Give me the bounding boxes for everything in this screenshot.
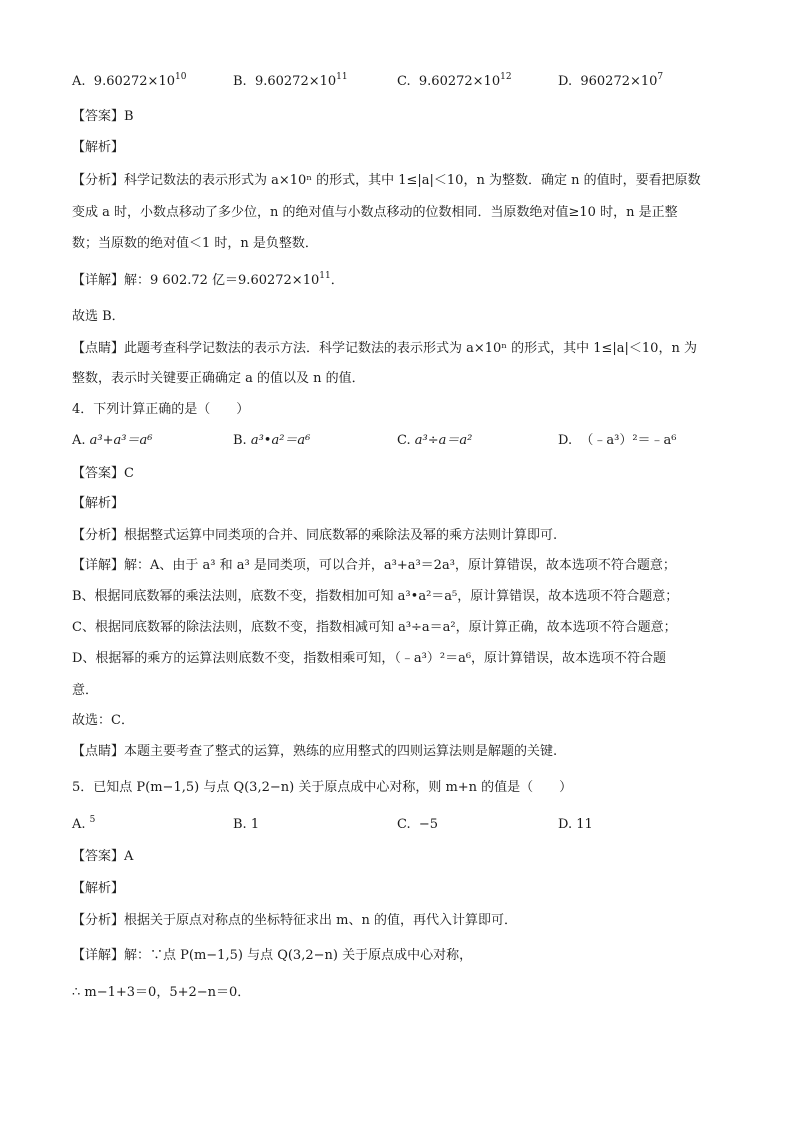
- q5-detail: [72, 946, 472, 966]
- option-letter: A.: [72, 817, 86, 832]
- detail-end: ．: [330, 273, 344, 288]
- q4-stem: 4．下列计算正确的是（ ）: [72, 402, 250, 417]
- q3-dianjing-line-1: [72, 339, 697, 359]
- detail-tag: 【详解】: [72, 558, 125, 573]
- q3-dianjing-line-2: 整数，表示时关键要正确确定 a 的值以及 n 的值．: [72, 371, 365, 386]
- analysis-tag: 【解析】: [72, 496, 125, 511]
- q4-detail-line-5: 意．: [72, 683, 99, 698]
- option-letter: A.: [72, 74, 86, 89]
- q3-option-d: [558, 72, 663, 92]
- q3-fenxi-line-3: 数；当原数的绝对值＜1 时，n 是负整数．: [72, 236, 318, 251]
- q4-fenxi: [72, 526, 557, 546]
- option-letter: C.: [397, 433, 411, 448]
- dianjing-text: 此题考查科学记数法的表示方法．科学记数法的表示形式为 a×10ⁿ 的形式，其中 1≤|a|＜10，n 为: [124, 341, 697, 356]
- q3-fenxi-line-2: 变成 a 时，小数点移动了多少位，n 的绝对值与小数点移动的位数相同．当原数绝对值≥10 时，n 是正整: [72, 205, 678, 220]
- detail-text: 解：A、由于 a³ 和 a³ 是同类项，可以合并，a³+a³＝2a³，原计算错误，故本选项不符合题意；: [124, 558, 676, 573]
- fenxi-text: 根据整式运算中同类项的合并、同底数幂的乘除法及幂的乘方法则计算即可.: [124, 528, 558, 543]
- option-value: 9.60272×10: [254, 74, 337, 89]
- answer-tag: 【答案】: [72, 466, 125, 481]
- option-text: 5: [89, 815, 96, 825]
- option-text: −5: [418, 817, 439, 832]
- option-letter: D.: [558, 817, 573, 832]
- dianjing-tag: 【点睛】: [72, 341, 125, 356]
- option-letter: D.: [558, 433, 573, 448]
- q3-option-b: [233, 72, 348, 92]
- q4-option-d: [558, 431, 677, 451]
- answer-tag: 【答案】: [72, 109, 125, 124]
- q5-option-a: [72, 815, 95, 835]
- q4-detail-line-2: B、根据同底数幂的乘法法则，底数不变，指数相加可知 a³•a²＝a⁵，原计算错误，故本选项不符合题意；: [72, 589, 679, 604]
- q3-option-c: [397, 72, 512, 92]
- option-exponent: 12: [500, 72, 512, 82]
- fenxi-tag: 【分析】: [72, 528, 125, 543]
- q4-option-c: [397, 431, 472, 451]
- q3-detail: [72, 271, 344, 291]
- q3-answer: [72, 107, 134, 127]
- answer-value: A: [124, 849, 134, 864]
- q4-dianjing: [72, 742, 557, 762]
- q4-detail-line-4: D、根据幂的乘方的运算法则底数不变，指数相乘可知，（﹣a³）²＝a⁶，原计算错误，故本选项不符合题: [72, 651, 667, 666]
- detail-text: 解：∵点 P(m−1,5) 与点 Q(3,2−n) 关于原点成中心对称，: [124, 948, 473, 963]
- analysis-tag: 【解析】: [72, 881, 125, 896]
- answer-tag: 【答案】: [72, 849, 125, 864]
- q3-fenxi-line-1: [72, 171, 701, 191]
- option-text: 1: [250, 817, 260, 832]
- option-text: a³+a³＝a⁶: [89, 433, 153, 448]
- fenxi-tag: 【分析】: [72, 913, 125, 928]
- q4-detail-line-3: C、根据同底数幂的除法法则，底数不变，指数相减可知 a³÷a＝a²，原计算正确，故本选项不符合题意；: [72, 620, 677, 635]
- q5-fenxi: [72, 911, 517, 931]
- q5-option-b: [233, 815, 259, 835]
- option-text: 11: [576, 817, 593, 832]
- fenxi-tag: 【分析】: [72, 173, 125, 188]
- detail-text: 解：9 602.72 亿＝9.60272×10: [124, 273, 320, 288]
- q5-therefore: ∴ m−1+3＝0，5+2−n＝0．: [72, 985, 251, 1000]
- detail-tag: 【详解】: [72, 948, 125, 963]
- option-letter: C.: [397, 817, 411, 832]
- fenxi-text: 科学记数法的表示形式为 a×10ⁿ 的形式，其中 1≤|a|＜10，n 为整数．确定 n 的值时，要看把原数: [124, 173, 701, 188]
- detail-tag: 【详解】: [72, 273, 125, 288]
- q4-option-b: [233, 431, 310, 451]
- option-value: 9.60272×10: [93, 74, 175, 89]
- option-exponent: 10: [175, 72, 187, 82]
- q5-option-c: [397, 815, 438, 835]
- q3-option-a: [72, 72, 186, 92]
- detail-exponent: 11: [319, 271, 331, 281]
- q5-answer: [72, 847, 133, 867]
- option-letter: A.: [72, 433, 86, 448]
- q5-stem: 5．已知点 P(m−1,5) 与点 Q(3,2−n) 关于原点成中心对称，则 m+n 的值是（ ）: [72, 780, 573, 795]
- option-exponent: 7: [657, 72, 664, 82]
- option-letter: D.: [558, 74, 573, 89]
- fenxi-text: 根据关于原点对称点的坐标特征求出 m、n 的值，再代入计算即可．: [124, 913, 517, 928]
- option-exponent: 11: [336, 72, 348, 82]
- q4-answer: [72, 464, 134, 484]
- dianjing-tag: 【点睛】: [72, 744, 125, 759]
- q3-choose: 故选 B．: [72, 309, 125, 324]
- option-letter: C.: [397, 74, 411, 89]
- option-text: （﹣a³）²＝﹣a⁶: [580, 433, 677, 448]
- option-text: a³÷a＝a²: [414, 433, 473, 448]
- option-value: 960272×10: [580, 74, 658, 89]
- option-letter: B.: [233, 817, 247, 832]
- q4-analysis-tag: [72, 494, 124, 514]
- q3-analysis-tag: [72, 138, 124, 158]
- analysis-tag: 【解析】: [72, 140, 125, 155]
- q5-option-d: [558, 815, 593, 835]
- answer-value: C: [124, 466, 134, 481]
- option-letter: B.: [233, 74, 247, 89]
- option-text: a³•a²＝a⁶: [250, 433, 311, 448]
- option-letter: B.: [233, 433, 247, 448]
- q4-choose: 故选：C．: [72, 713, 134, 728]
- option-value: 9.60272×10: [418, 74, 501, 89]
- q4-detail-line-1: [72, 556, 676, 576]
- q5-analysis-tag: [72, 879, 124, 899]
- dianjing-text: 本题主要考查了整式的运算，熟练的应用整式的四则运算法则是解题的关键.: [124, 744, 558, 759]
- q4-option-a: [72, 431, 152, 451]
- answer-value: B: [124, 109, 134, 124]
